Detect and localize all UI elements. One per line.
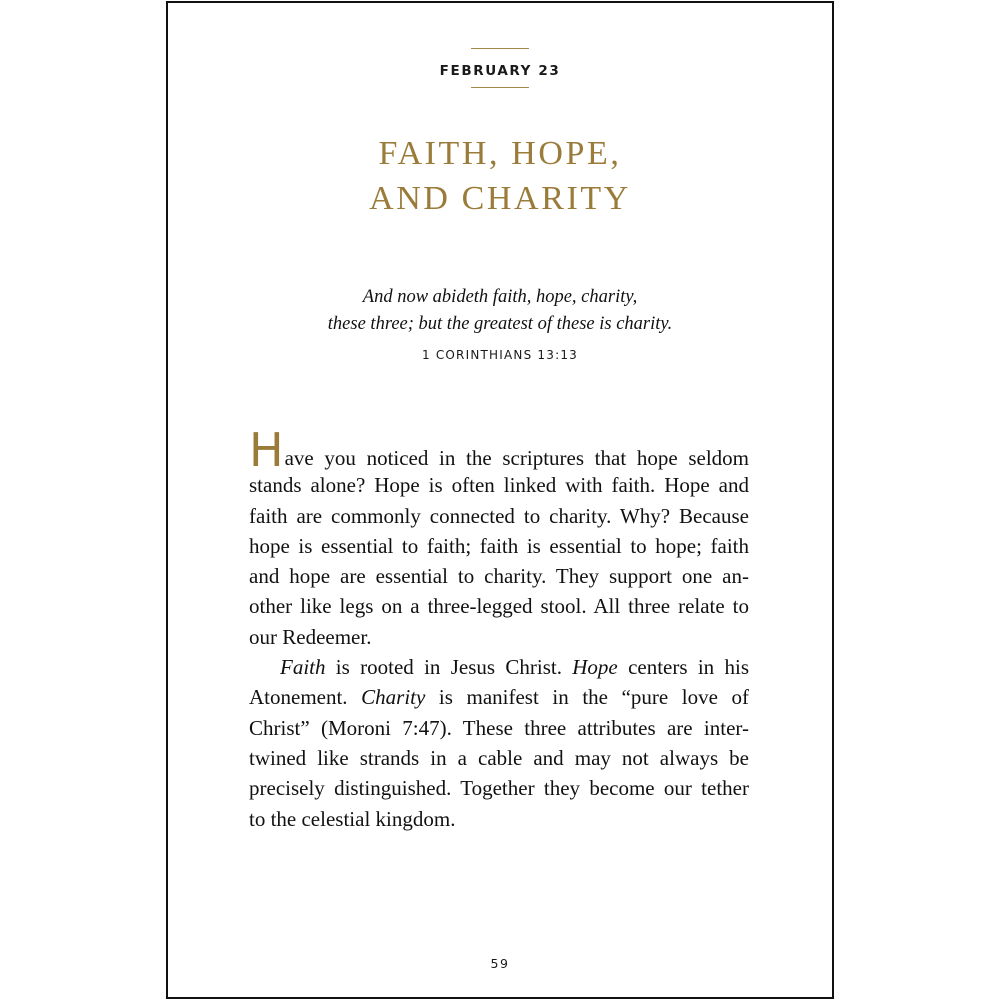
emphasis-charity: Charity <box>361 685 426 710</box>
epigraph-line: And now abideth faith, hope, charity, <box>362 287 638 307</box>
body-line-text: ave you noticed in the scriptures that hope seldom <box>284 446 749 470</box>
body-line-text: is rooted in Jesus Christ. <box>325 655 573 680</box>
title-line: FAITH, HOPE, <box>378 135 622 172</box>
body-line: our Redeemer. <box>249 624 372 649</box>
drop-cap: H <box>249 423 284 477</box>
body-line: faith are commonly connected to charity. Why? Because <box>249 503 749 528</box>
top-rule <box>471 48 529 49</box>
scripture-citation: 1 CORINTHIANS 13:13 <box>421 348 579 362</box>
body-line <box>249 652 749 682</box>
body-line: to the celestial kingdom. <box>249 806 456 831</box>
emphasis-faith: Faith <box>280 655 326 680</box>
body-line-text: centers in his <box>617 655 749 680</box>
body-line <box>249 423 749 477</box>
body-line: stands alone? Hope is often linked with faith. Hope and <box>249 473 749 498</box>
page-title <box>168 131 832 221</box>
body-line-text: Atonement. <box>249 685 362 710</box>
body-line <box>249 682 749 712</box>
emphasis-hope: Hope <box>572 655 618 680</box>
title-line: AND CHARITY <box>369 180 631 217</box>
page-number: 59 <box>490 956 510 971</box>
book-page <box>166 1 834 999</box>
date-heading: FEBRUARY 23 <box>439 63 561 79</box>
body-line: precisely distinguished. Together they become our tether <box>249 776 749 801</box>
body-line-text: is manifest in the “pure love of <box>425 685 750 710</box>
body-line: and hope are essential to charity. They support one an- <box>249 564 749 589</box>
epigraph-line: these three; but the greatest of these is charity. <box>327 314 673 334</box>
body-line: Christ” (Moroni 7:47). These three attributes are inter- <box>249 715 749 740</box>
body-line: twined like strands in a cable and may not always be <box>249 745 749 770</box>
epigraph-quote <box>168 284 832 338</box>
body-text <box>249 423 750 834</box>
bottom-rule <box>471 87 529 88</box>
body-line: hope is essential to faith; faith is essential to hope; faith <box>249 533 749 558</box>
body-line: other like legs on a three-legged stool. All three relate to <box>249 594 749 619</box>
